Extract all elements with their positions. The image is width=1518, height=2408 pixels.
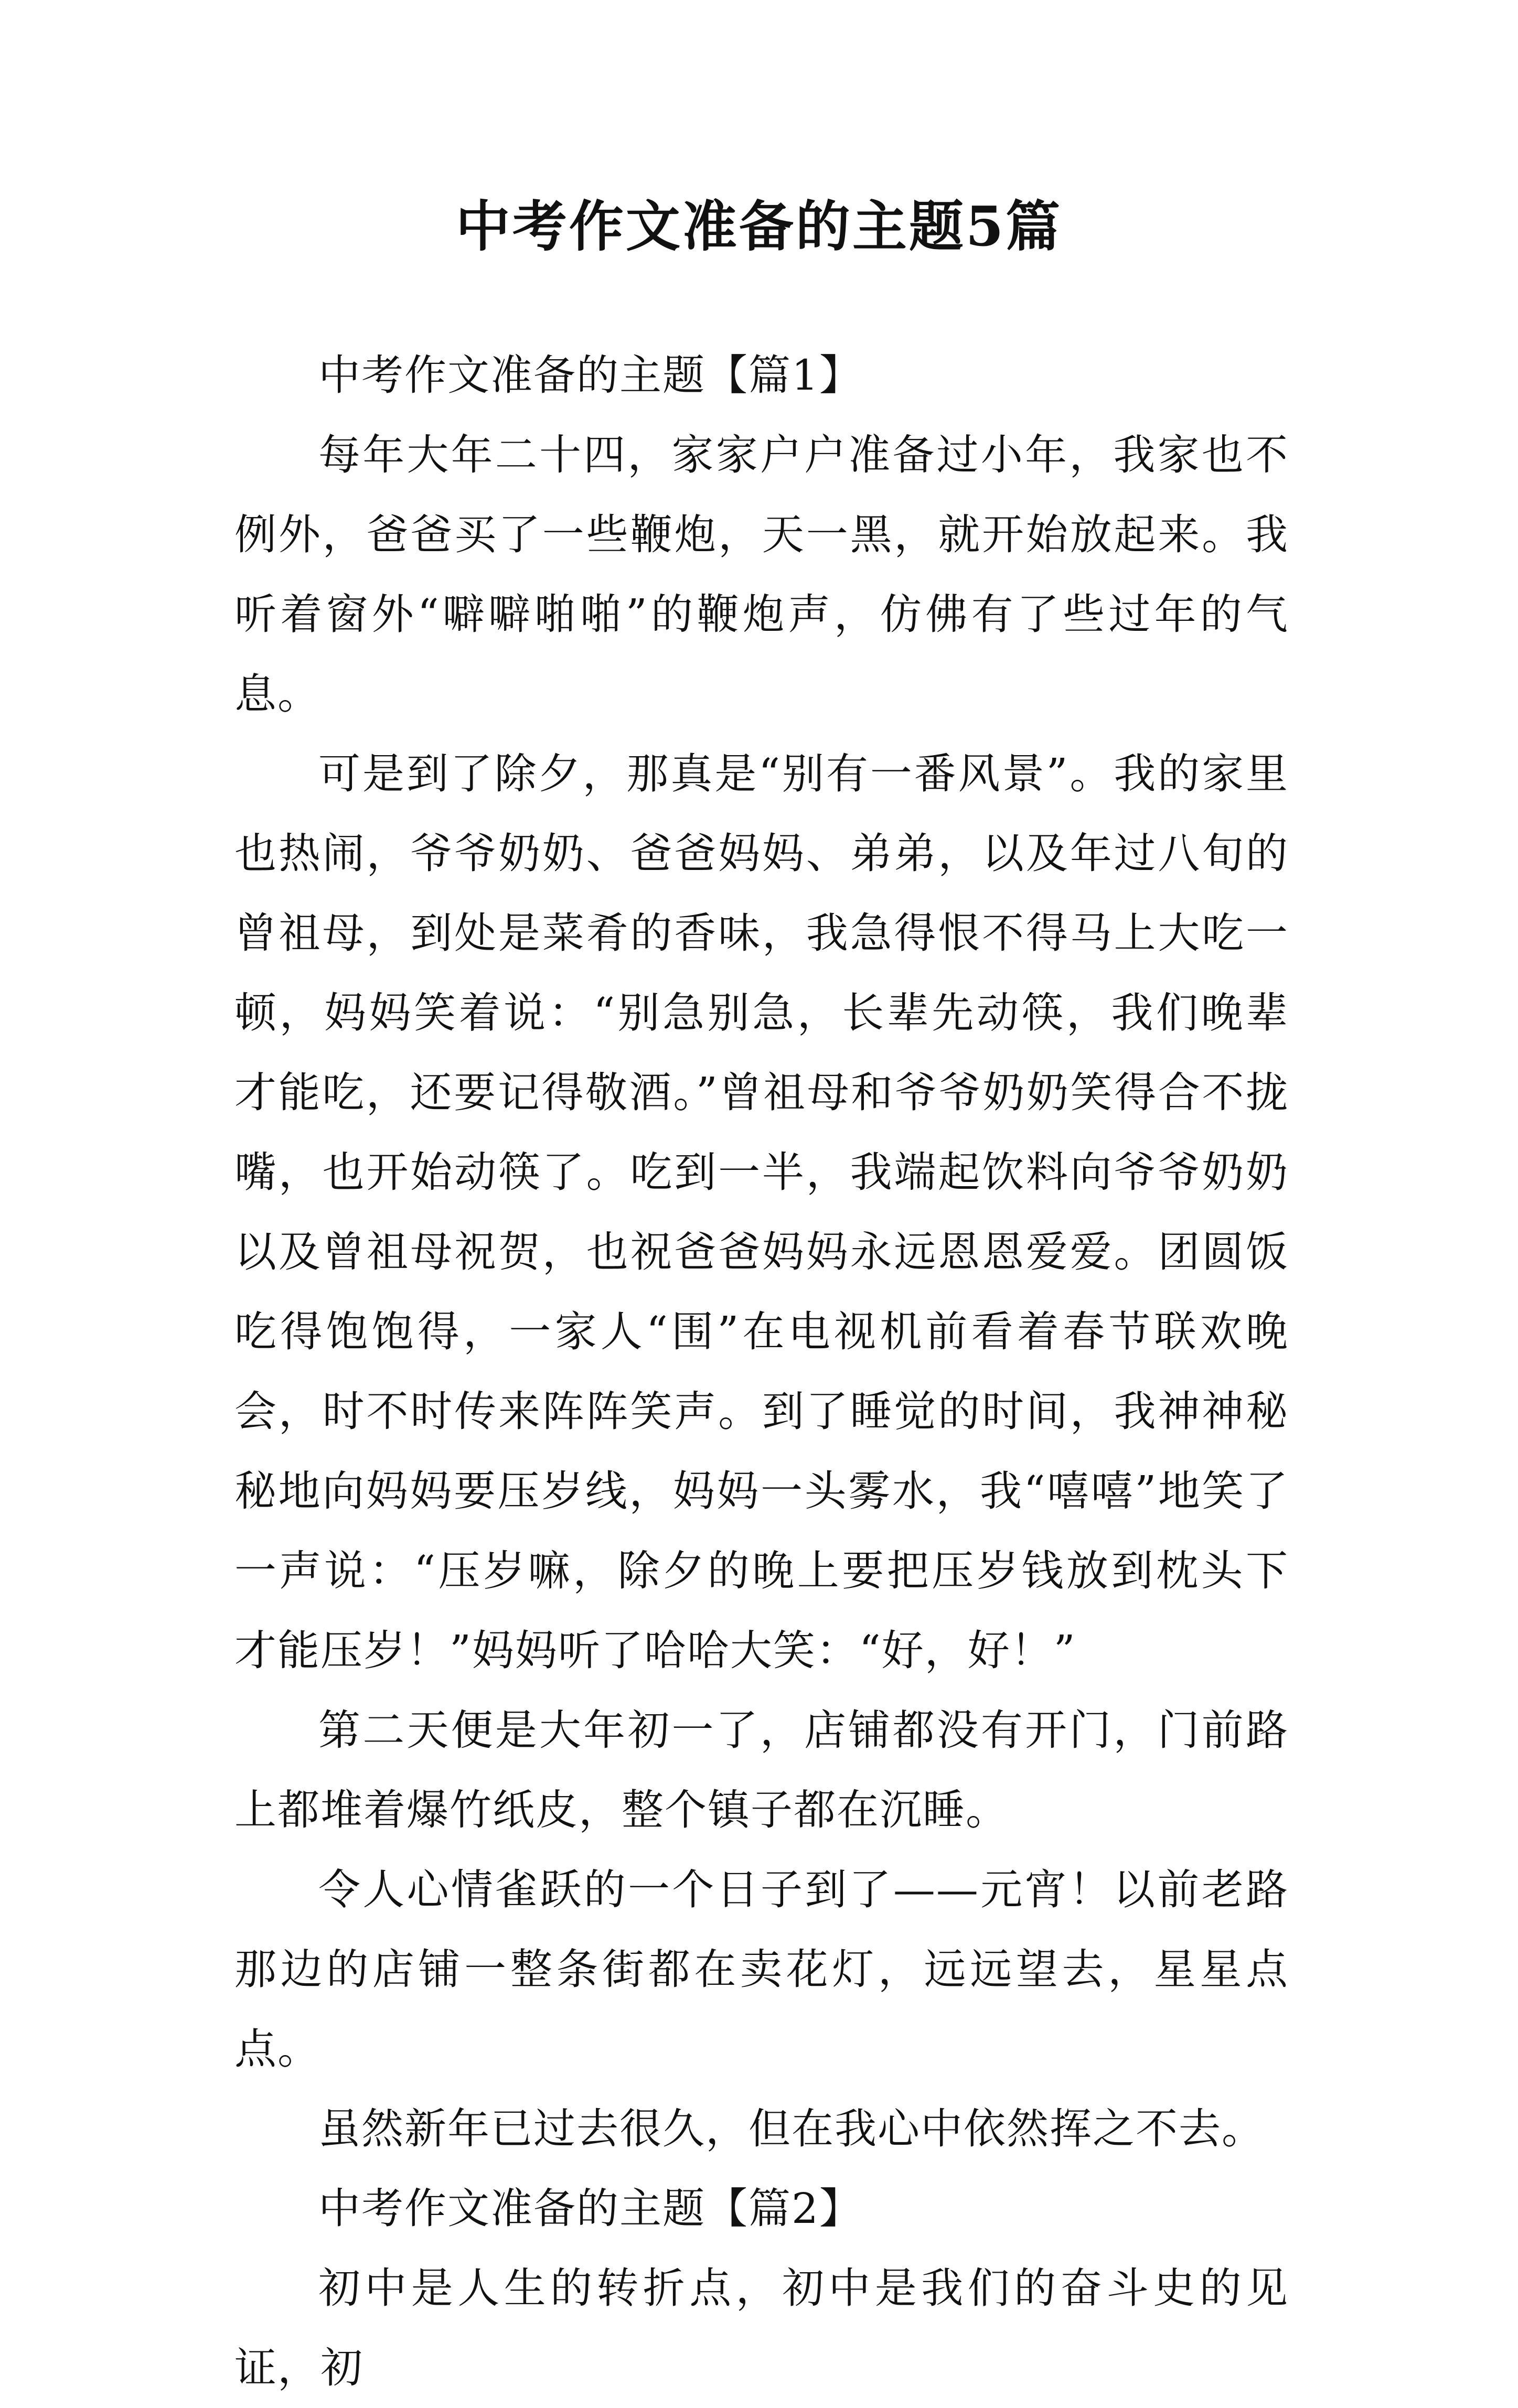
paragraph: 可是到了除夕，那真是“别有一番风景”。我的家里也热闹，爷爷奶奶、爸爸妈妈、弟弟，以及年过八旬的曾祖母，到处是菜肴的香味，我急得恨不得马上大吃一顿，妈妈笑着说：“别急别急，长辈先动筷，我们晚辈才能吃，还要记得敬酒。”曾祖母和爷爷奶奶笑得合不拢嘴，也开始动筷了。吃到一半，我端起饮料向爷爷奶奶以及曾祖母祝贺，也祝爸爸妈妈永远恩恩爱爱。团圆饭吃得饱饱得，一家人“围”在电视机前看着春节联欢晚会，时不时传来阵阵笑声。到了睡觉的时间，我神神秘秘地向妈妈要压岁线，妈妈一头雾水，我“嘻嘻”地笑了一声说：“压岁嘛，除夕的晚上要把压岁钱放到枕头下才能压岁！”妈妈听了哈哈大笑：“好，好！” <box>234 749 1289 1675</box>
paragraph: 第二天便是大年初一了，店铺都没有开门，门前路上都堆着爆竹纸皮，整个镇子都在沉睡。 <box>234 1706 1289 1834</box>
section-heading-2: 中考作文准备的主题【篇2】 <box>318 2184 862 2233</box>
paragraph: 初中是人生的转折点，初中是我们的奋斗史的见证，初 <box>234 2264 1289 2392</box>
document-title: 中考作文准备的主题5篇 <box>455 194 1063 259</box>
paragraph: 令人心情雀跃的一个日子到了——元宵！以前老路那边的店铺一整条街都在卖花灯，远远望去，星星点点。 <box>234 1865 1289 2073</box>
section-heading-1: 中考作文准备的主题【篇1】 <box>318 351 862 400</box>
paragraph: 每年大年二十四，家家户户准备过小年，我家也不例外，爸爸买了一些鞭炮，天一黑，就开始放起来。我听着窗外“噼噼啪啪”的鞭炮声，仿佛有了些过年的气息。 <box>234 431 1289 718</box>
document-body <box>234 336 1289 2408</box>
paragraph: 虽然新年已过去很久，但在我心中依然挥之不去。 <box>318 2104 1265 2153</box>
